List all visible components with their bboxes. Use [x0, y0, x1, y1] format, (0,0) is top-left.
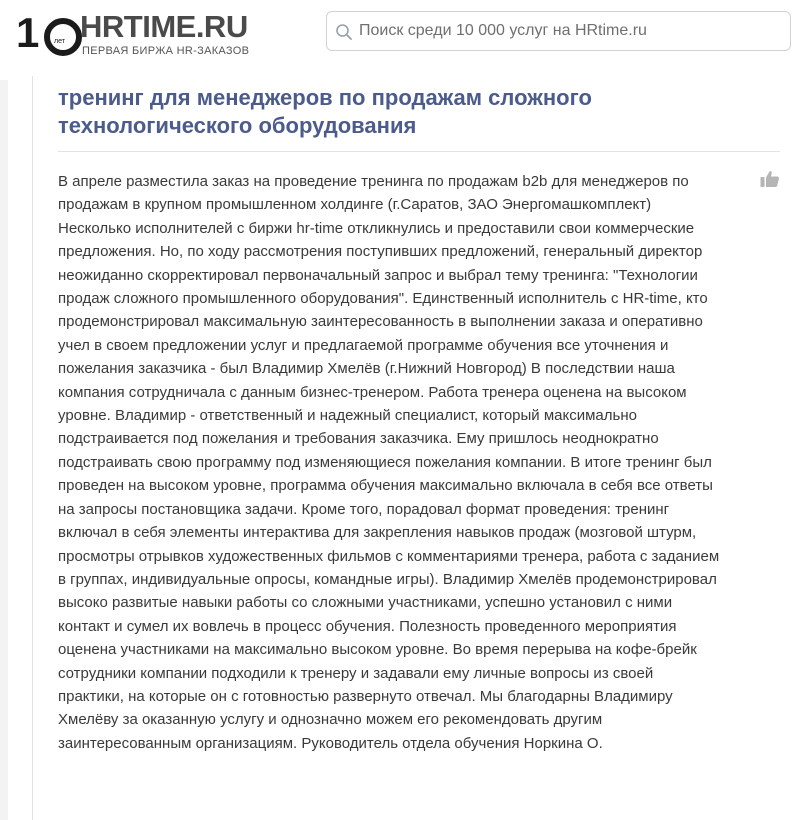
logo-years-label: лет [54, 38, 65, 45]
logo-digit: 1 [16, 9, 38, 56]
like-button[interactable] [760, 170, 782, 190]
review-text: В апреле разместила заказ на проведение тренинга по продажам b2b для менеджеров по продажам в крупном промышленном холдинге (г.Саратов, ЗАО Энергомашкомплект) Несколько исполнителей с биржи hr-time откликнулись и предоставили свои коммерческие предложения. Но, по ходу рассмотрения поступивших предложений, генеральный директор неожиданно скорректировал первоначальный запрос и выбрал тему тренинга: "Технологии продаж сложного промышленного оборудования". Единственный исполнитель с HR-time, кто продемонстрировал максимальную заинтересованность в выполнении заказа и оперативно учел в своем предложении услуг и предлагаемой программе обучения все уточнения и пожелания заказчика - был Владимир Хмелёв (г.Нижний Новгород) В последствии наша компания сотрудничала с данным бизнес-тренером. Работа тренера оценена на высоком уровне. Владимир - ответственный и надежный специалист, который максимально подстраивается под пожелания и требования заказчика. Ему пришлось неоднократно подстраивать свою программу под изменяющиеся пожелания компании. В итоге тренинг был проведен на высоком уровне, программа обучения максимально включала в себя все ответы на запросы постановщика задачи. Кроме того, порадовал формат проведения: тренинг включал в себя элементы интерактива для закрепления навыков продаж (мозговой штурм, просмотры отрывков художественных фильмов с комментариями тренера, работа с заданием в группах, индивидуальные опросы, командные игры). Владимир Хмелёв продемонстрировал высоко развитые навыки работы со сложными участниками, успешно установил с ними контакт и сумел их вовлечь в процесс обучения. Полезность проведенного мероприятия оценена участниками на максимально высоком уровне. Во время перерыва на кофе-брейк сотрудники компании подходили к тренеру и задавали ему личные вопросы из своей практики, на которые он с готовностью развернуто отвечал. Мы благодарны Владимиру Хмелёву за оказанную услугу и однозначно можем его рекомендовать другим заинтересованным организациям. Руководитель отдела обучения Норкина О. [58, 173, 720, 752]
site-logo-link[interactable] [16, 8, 256, 58]
page-title: тренинг для менеджеров по продажам сложного технологического оборудования [58, 85, 592, 138]
logo-tagline: ПЕРВАЯ БИРЖА HR-ЗАКАЗОВ [82, 45, 250, 57]
logo-brand: HRTIME.RU [80, 9, 248, 44]
content-border [32, 76, 33, 820]
site-header [0, 0, 793, 76]
logo-ring-icon [44, 18, 82, 56]
search-box[interactable] [326, 11, 791, 51]
search-icon [335, 23, 353, 41]
left-gutter [0, 80, 8, 820]
thumbs-up-icon [760, 170, 780, 188]
title-divider [58, 151, 780, 152]
search-input[interactable] [359, 12, 779, 50]
